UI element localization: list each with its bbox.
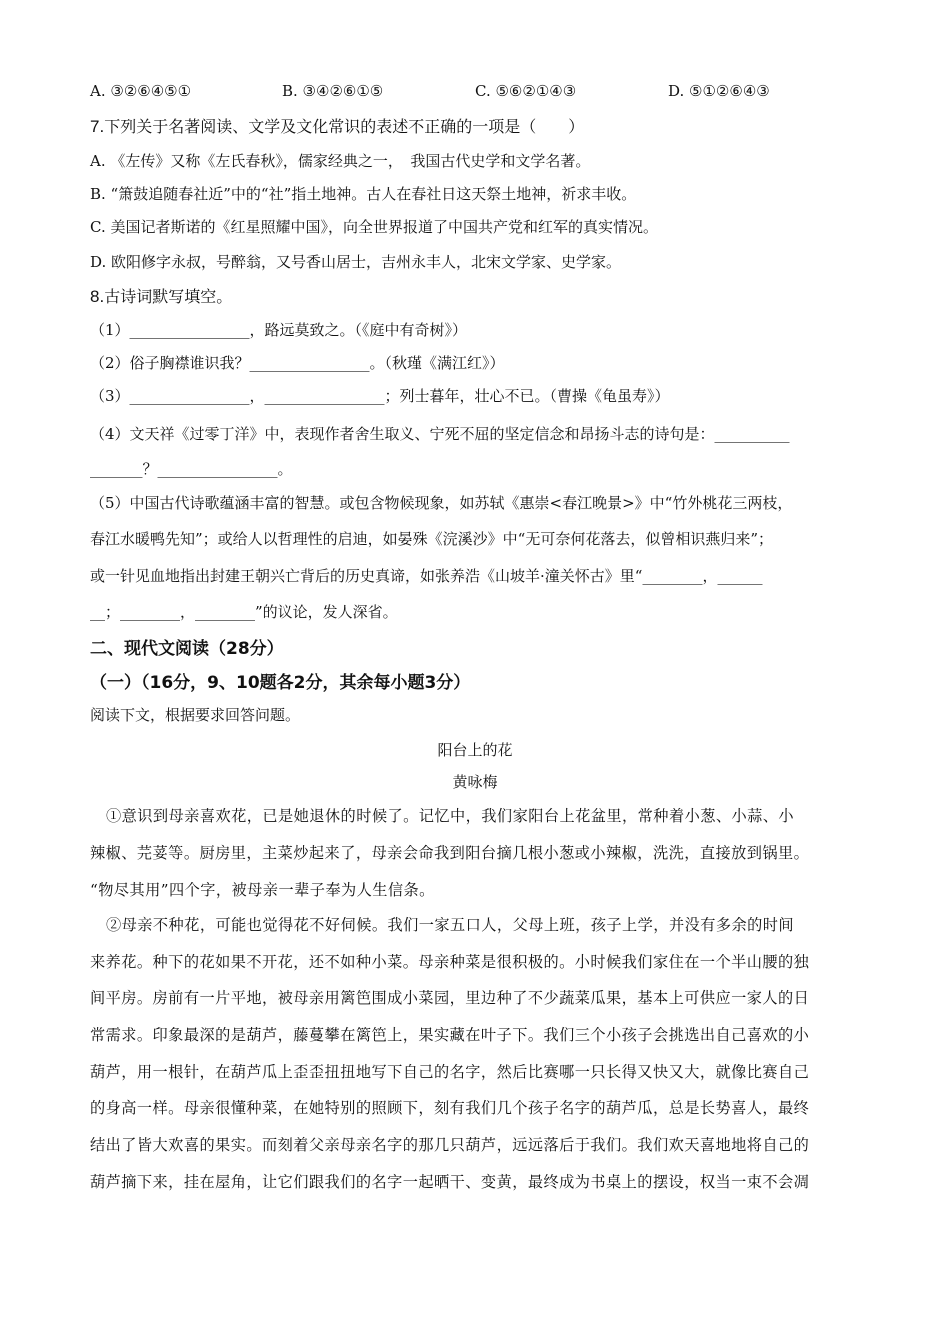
q6-option-c: C. ⑤⑥②①④③: [475, 82, 577, 100]
article-line-10: 结出了皆大欢喜的果实。而刻着父亲母亲名字的那几只葫芦，远远落后于我们。我们欢天喜地地将自己的: [90, 1136, 810, 1154]
q6-option-a: A. ③②⑥④⑤①: [90, 82, 192, 100]
q8-item-5: （5）中国古代诗歌蕴涵丰富的智慧。或包含物候现象，如苏轼《惠崇<春江晚景>》中“竹外桃花三两枝，: [90, 494, 793, 512]
q7-number: 7.: [90, 117, 105, 136]
article-line-9: 的身高一样。母亲很懂种菜，在她特别的照顾下，刻有我们几个孩子名字的葫芦瓜，总是长势喜人，最终: [90, 1099, 810, 1117]
section2-part1-title: （一）（16分，9、10题各2分，其余每小题3分）: [90, 673, 471, 693]
q7-option-d: D. 欧阳修字永叔，号醉翁，又号香山居士，吉州永丰人，北宋文学家、史学家。: [90, 253, 622, 271]
article-line-7: 常需求。印象最深的是葫芦，藤蔓攀在篱笆上，果实藏在叶子下。我们三个小孩子会挑选出自己喜欢的小: [90, 1026, 810, 1044]
article-line-6: 间平房。房前有一片平地，被母亲用篱笆围成小菜园，里边种了不少蔬菜瓜果，基本上可供应一家人的日: [90, 989, 810, 1007]
q7-option-a: A. 《左传》又称《左氏春秋》，儒家经典之一， 我国古代史学和文学名著。: [90, 152, 591, 170]
q8-stem: [90, 284, 232, 307]
article-line-11: 葫芦摘下来，挂在屋角，让它们跟我们的名字一起晒干、变黄，最终成为书桌上的摆设，权当一束不会凋: [90, 1173, 810, 1191]
q7-option-c: C. 美国记者斯诺的《红星照耀中国》，向全世界报道了中国共产党和红军的真实情况。: [90, 218, 658, 236]
article-line-8: 葫芦，用一根针，在葫芦瓜上歪歪扭扭地写下自己的名字，然后比赛哪一只长得又快又大，就像比赛自己: [90, 1063, 810, 1081]
q8-item-1: （1）________________，路远莫致之。（《庭中有奇树》）: [90, 321, 468, 339]
article-line-4: ②母亲不种花，可能也觉得花不好伺候。我们一家五口人，父母上班，孩子上学，并没有多余的时间: [106, 916, 795, 934]
article-title: 阳台上的花: [437, 741, 513, 759]
q8-stem-text: 古诗词默写填空。: [104, 287, 233, 306]
q6-options: [90, 82, 850, 102]
q8-item-4-cont: _______？________________。: [90, 460, 293, 478]
q6-option-b: B. ③④②⑥①⑤: [282, 82, 384, 100]
q8-item-5-cont1: 春江水暖鸭先知”；或给人以哲理性的启迪，如晏殊《浣溪沙》中“无可奈何花落去，似曾相识燕归来”；: [90, 530, 774, 548]
article-author: 黄咏梅: [452, 773, 498, 791]
q6-option-d: D. ⑤①②⑥④③: [668, 82, 770, 100]
article-line-3: “物尽其用”四个字，被母亲一辈子奉为人生信条。: [90, 881, 435, 899]
q8-item-4: （4）文天祥《过零丁洋》中，表现作者舍生取义、宁死不屈的坚定信念和昂扬斗志的诗句是：__________: [90, 425, 790, 443]
q8-item-2: （2）俗子胸襟谁识我？________________。（秋瑾《满江红》）: [90, 354, 505, 372]
article-line-5: 来养花。种下的花如果不开花，还不如种小菜。母亲种菜是很积极的。小时候我们家住在一个半山腰的独: [90, 953, 810, 971]
q8-item-5-cont3: __；________，________”的议论，发人深省。: [90, 603, 398, 621]
q7-stem: [90, 114, 584, 137]
q8-item-3: （3）________________，________________；列士暮年，壮心不已。（曹操《龟虽寿》）: [90, 387, 670, 405]
article-line-1: ①意识到母亲喜欢花，已是她退休的时候了。记忆中，我们家阳台上花盆里，常种着小葱、小蒜、小: [106, 807, 795, 825]
q7-stem-text: 下列关于名著阅读、文学及文化常识的表述不正确的一项是（ ）: [104, 117, 585, 136]
q8-number: 8.: [90, 287, 105, 306]
section2-instruction: 阅读下文，根据要求回答问题。: [90, 706, 301, 724]
q7-option-b: B. “箫鼓追随春社近”中的“社”指土地神。古人在春社日这天祭土地神，祈求丰收。: [90, 185, 637, 203]
q8-item-5-cont2: 或一针见血地指出封建王朝兴亡背后的历史真谛，如张养浩《山坡羊·潼关怀古》里“________，______: [90, 567, 763, 585]
section2-title: 二、现代文阅读（28分）: [90, 639, 284, 659]
article-line-2: 辣椒、芫荽等。厨房里，主菜炒起来了，母亲会命我到阳台摘几根小葱或小辣椒，洗洗，直接放到锅里。: [90, 844, 810, 862]
